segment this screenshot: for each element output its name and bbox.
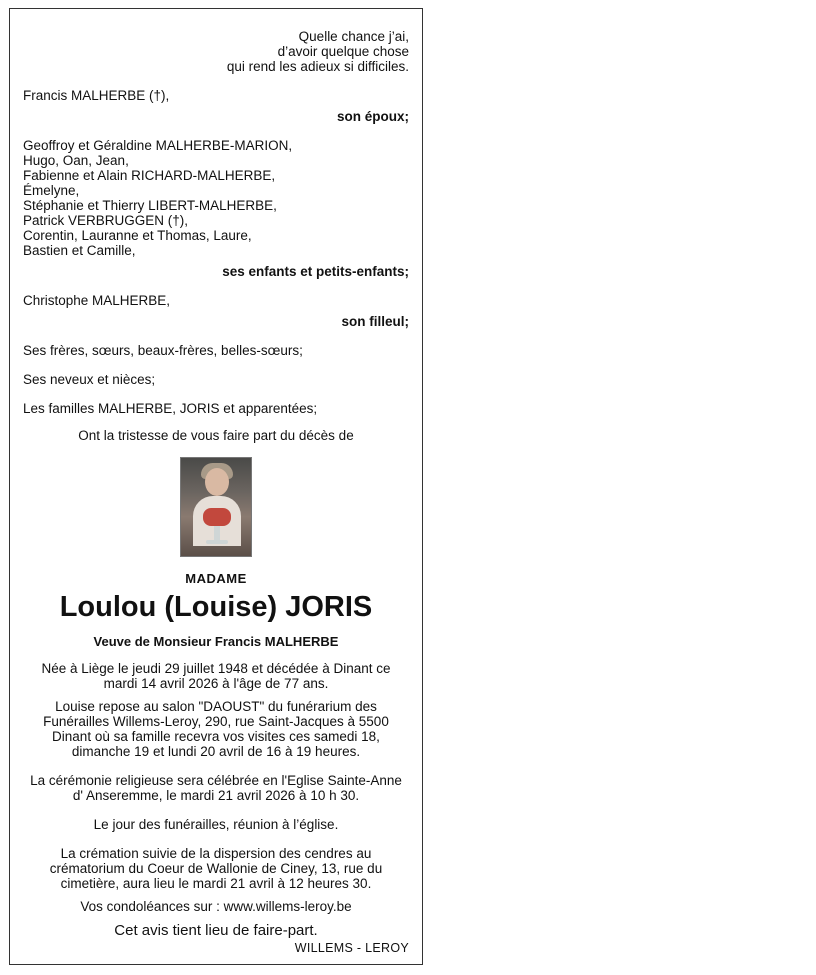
birth-line-2: mardi 14 avril 2026 à l'âge de 77 ans.: [103, 676, 329, 691]
ceremony-line-2: d' Anseremme, le mardi 21 avril 2026 à 10 h 30.: [72, 788, 360, 803]
deceased-name: Loulou (Louise) JORIS: [59, 591, 373, 623]
cremation-line-2: crématorium du Coeur de Wallonie de Ciney, 13, rue du: [49, 861, 383, 876]
widow-line: Veuve de Monsieur Francis MALHERBE: [93, 634, 339, 649]
obituary-content: [23, 29, 409, 955]
children-line-2: Hugo, Oan, Jean,: [23, 153, 129, 168]
family-line-3: Les familles MALHERBE, JORIS et apparentées;: [23, 401, 318, 416]
children-line-4: Émelyne,: [23, 183, 80, 198]
cremation-line-3: cimetière, aura lieu le mardi 21 avril à 12 heures 30.: [60, 876, 372, 891]
ceremony-paragraph: [23, 773, 409, 803]
children-line-3: Fabienne et Alain RICHARD-MALHERBE,: [23, 168, 276, 183]
children-line-7: Corentin, Lauranne et Thomas, Laure,: [23, 228, 252, 243]
birth-line-1: Née à Liège le jeudi 29 juillet 1948 et décédée à Dinant ce: [41, 661, 391, 676]
notice-line: Cet avis tient lieu de faire-part.: [114, 922, 318, 939]
condolences-link[interactable]: Vos condoléances sur : www.willems-leroy.be: [80, 899, 352, 914]
cremation-paragraph: [23, 846, 409, 891]
announcement: Ont la tristesse de vous faire part du décès de: [78, 428, 354, 443]
portrait-photo: [180, 457, 252, 557]
children-line-1: Geoffroy et Géraldine MALHERBE-MARION,: [23, 138, 293, 153]
children-label: ses enfants et petits-enfants;: [222, 264, 409, 279]
funeral-home-signature: WILLEMS - LEROY: [294, 941, 409, 955]
family-line-2: Ses neveux et nièces;: [23, 372, 156, 387]
obituary-card: [9, 8, 423, 965]
salon-line-1: Louise repose au salon "DAOUST" du funérarium des: [55, 699, 377, 714]
poem-line-2: d’avoir quelque chose: [277, 44, 409, 59]
meeting-line: Le jour des funérailles, réunion à l’église.: [93, 817, 339, 832]
children-line-8: Bastien et Camille,: [23, 243, 136, 258]
birth-paragraph: [23, 661, 409, 691]
spouse-name: Francis MALHERBE (†),: [23, 88, 170, 103]
poem-line-3: qui rend les adieux si difficiles.: [226, 59, 409, 74]
spouse-label: son époux;: [336, 109, 409, 124]
poem-line-1: Quelle chance j’ai,: [298, 29, 409, 44]
salon-line-3: Dinant où sa famille recevra vos visites ces samedi 18,: [52, 729, 380, 744]
children-line-5: Stéphanie et Thierry LIBERT-MALHERBE,: [23, 198, 277, 213]
godson-name: Christophe MALHERBE,: [23, 293, 171, 308]
godson-label: son filleul;: [341, 314, 409, 329]
ceremony-line-1: La cérémonie religieuse sera célébrée en l'Eglise Sainte-Anne: [30, 773, 402, 788]
salon-line-4: dimanche 19 et lundi 20 avril de 16 à 19 heures.: [71, 744, 361, 759]
family-line-1: Ses frères, sœurs, beaux-frères, belles-sœurs;: [23, 343, 303, 358]
salon-line-2: Funérailles Willems-Leroy, 290, rue Saint-Jacques à 5500: [43, 714, 389, 729]
children-line-6: Patrick VERBRUGGEN (†),: [23, 213, 189, 228]
cremation-line-1: La crémation suivie de la dispersion des cendres au: [60, 846, 372, 861]
deceased-title: MADAME: [185, 571, 247, 586]
salon-paragraph: [23, 699, 409, 759]
